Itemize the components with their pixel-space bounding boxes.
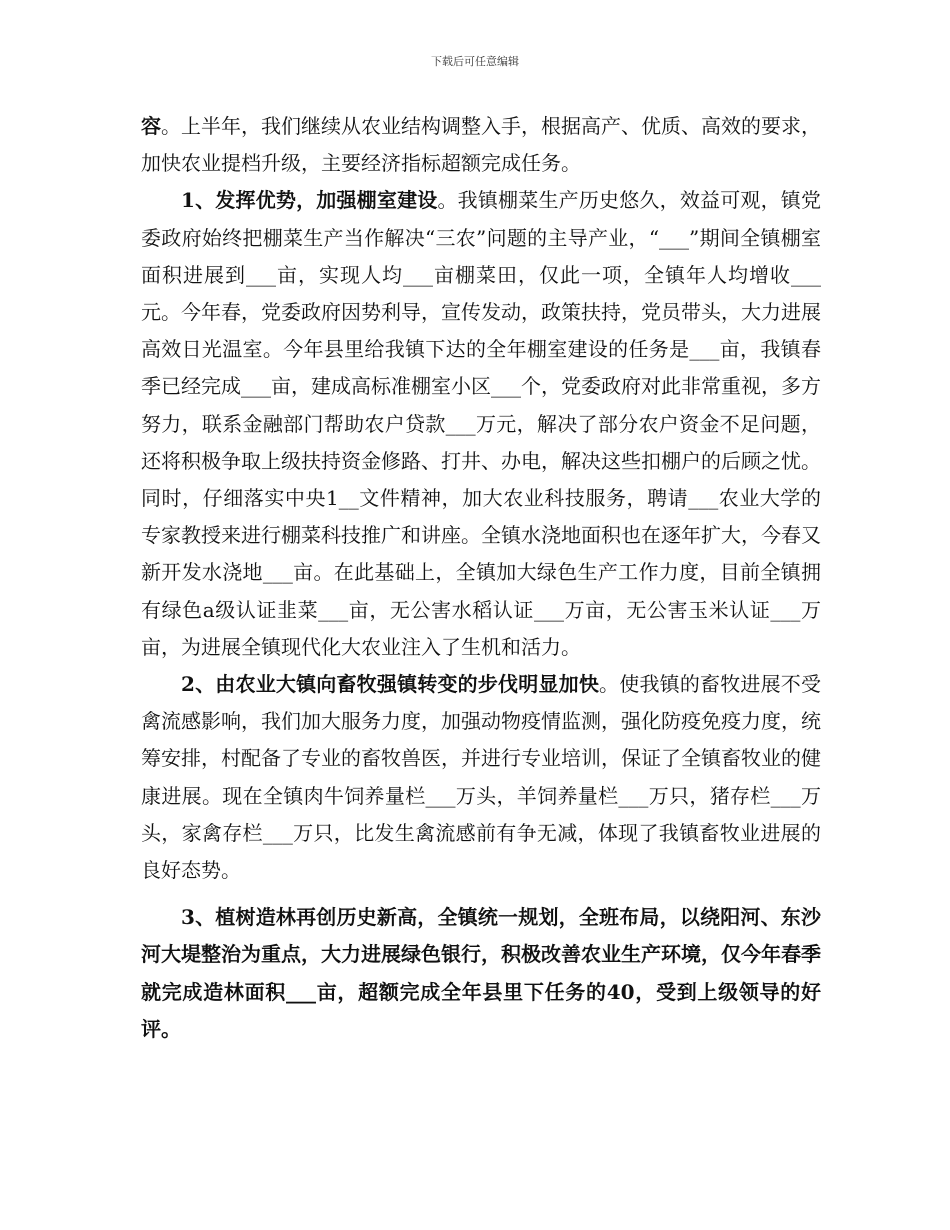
paragraph-livestock xyxy=(141,666,821,889)
header-text: 下载后可任意编辑 xyxy=(431,55,519,68)
paragraph-afforestation xyxy=(141,899,821,1048)
document-body xyxy=(141,108,821,1048)
paragraph-text: 3、植树造林再创历史新高，全镇统一规划，全班布局，以绕阳河、东沙河大堤整治为重点，大力进展绿色银行，积极改善农业生产环境，仅今年春季就完成造林面积___亩，超额完成全年县里下任务的40，受到上级领导的好评。 xyxy=(141,905,821,1041)
paragraph-text: 。我镇棚菜生产历史悠久，效益可观，镇党委政府始终把棚菜生产当作解决“三农”问题的主导产业，“___”期间全镇棚室面积进展到___亩，实现人均___亩棚菜田，仅此一项，全镇年人均增收___元。今年春，党委政府因势利导，宣传发动，政策扶持，党员带头，大力进展高效日光温室。今年县里给我镇下达的全年棚室建设的任务是___亩，我镇春季已经完成___亩，建成高标准棚室小区___个，党委政府对此非常重视，多方努力，联系金融部门帮助农户贷款___万元，解决了部分农户资金不足问题，还将积极争取上级扶持资金修路、打井、办电，解决这些扣棚户的后顾之忧。同时，仔细落实中央1__文件精神，加大农业科技服务，聘请___农业大学的专家教授来进行棚菜科技推广和讲座。全镇水浇地面积也在逐年扩大，今春又新开发水浇地___亩。在此基础上，全镇加大绿色生产工作力度，目前全镇拥有绿色a级认证韭菜___亩，无公害水稻认证___万亩，无公害玉米认证___万亩，为进展全镇现代化大农业注入了生机和活力。 xyxy=(141,188,821,659)
section-heading-livestock: 2、由农业大镇向畜牧强镇转变的步伐明显加快 xyxy=(181,672,600,697)
paragraph-lead: 容 xyxy=(141,114,161,138)
paragraph-text: 。使我镇的畜牧进展不受禽流感影响，我们加大服务力度，加强动物疫情监测，强化防疫免疫力度，统筹安排，村配备了专业的畜牧兽医，并进行专业培训，保证了全镇畜牧业的健康进展。现在全镇肉牛饲养量栏___万头，羊饲养量栏___万只，猪存栏___万头，家禽存栏___万只，比发生禽流感前有争无减，体现了我镇畜牧业进展的良好态势。 xyxy=(141,672,822,883)
paragraph-continuation xyxy=(141,108,821,182)
paragraph-greenhouse xyxy=(141,182,821,666)
page-header xyxy=(0,53,950,69)
section-heading-greenhouse: 1、发挥优势，加强棚室建设 xyxy=(181,188,438,213)
paragraph-text: 。上半年，我们继续从农业结构调整入手，根据高产、优质、高效的要求，加快农业提档升级，主要经济指标超额完成任务。 xyxy=(141,114,821,176)
